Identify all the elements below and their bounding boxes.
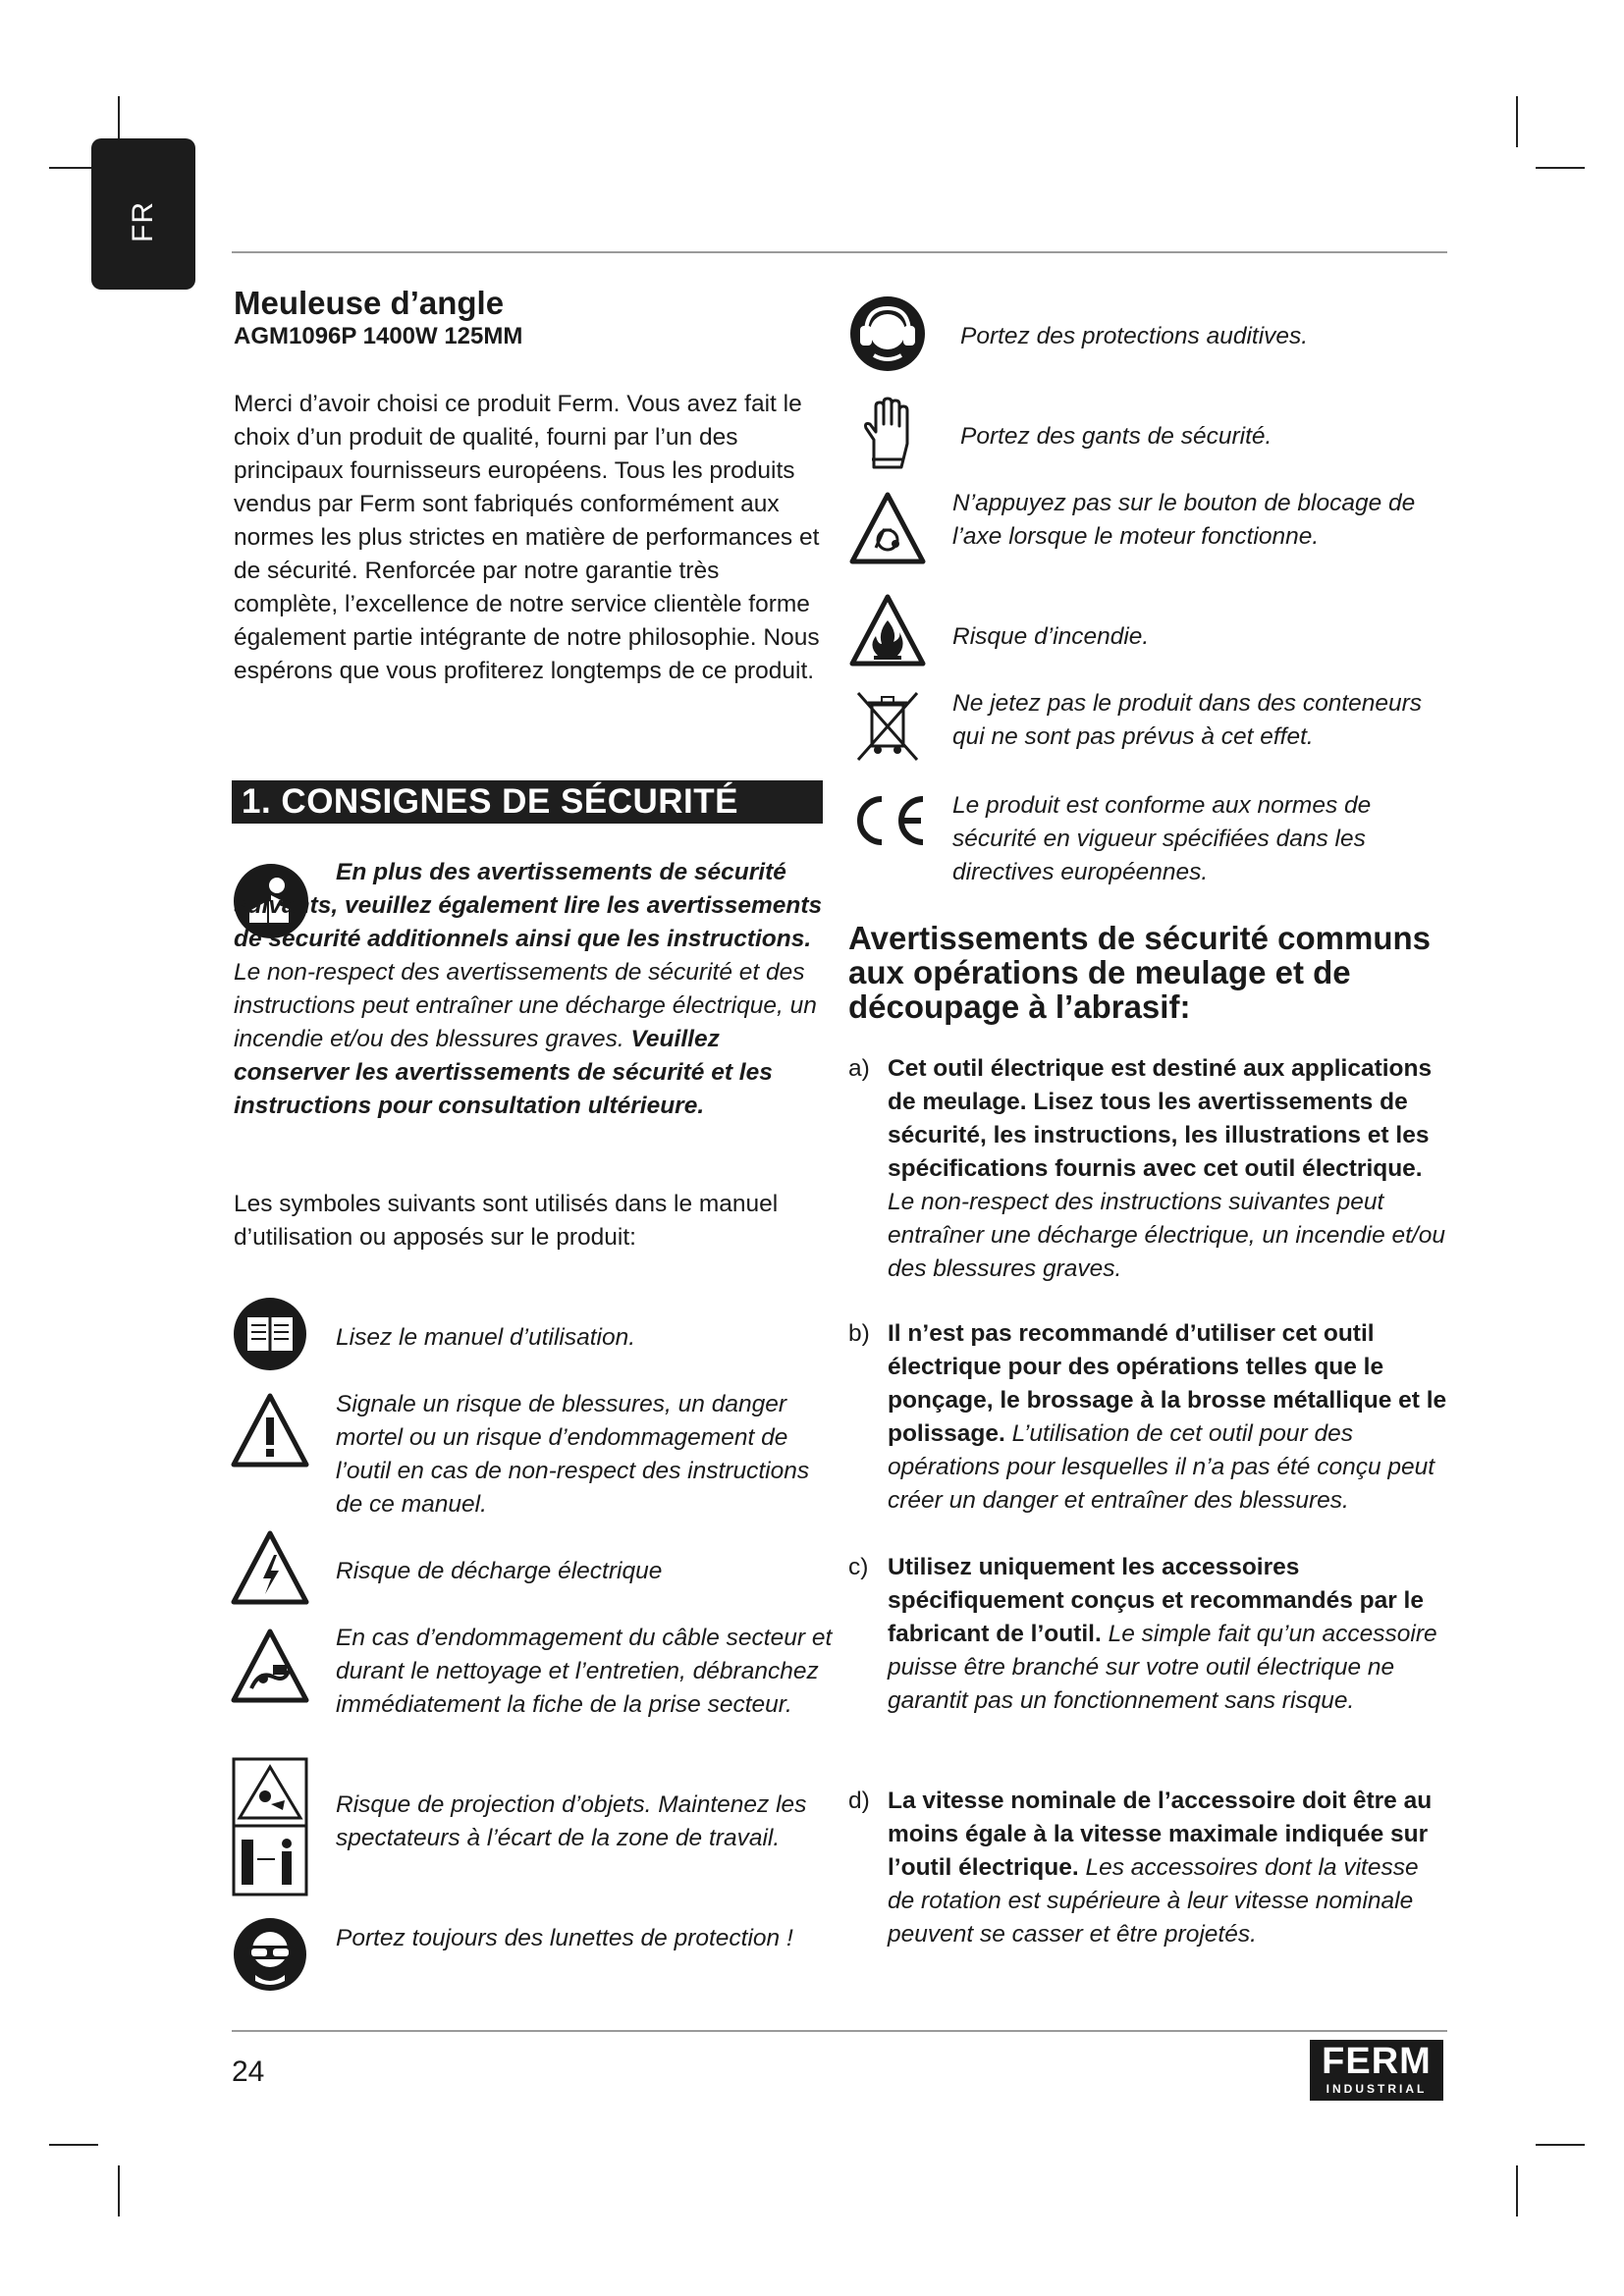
ferm-logo [1310,2040,1443,2101]
symbols-intro: Les symboles suivants sont utilisés dans le manuel d’utilisation ou apposés sur le produit: [234,1191,779,1251]
ear-protection-icon [848,294,927,373]
item-bold-text: La vitesse nominale de l’accessoire doit être au moins égale à la vitesse maximale indiquée sur l’outil électrique. [888,1788,1433,1881]
product-title: Meuleuse d’angle [234,285,505,321]
warning-bold-text-2: Veuillez conserver les avertissements de sécurité et les instructions pour consultation ultérieure. [234,1026,773,1119]
symbol-text-bin: Ne jetez pas le produit dans des conteneurs qui ne sont pas prévus à cet effet. [952,690,1423,750]
manual-book-icon [232,1296,308,1372]
item-letter: b) [848,1320,870,1347]
item-bold-text: Utilisez uniquement les accessoires spécifiquement conçus et recommandés par le fabricant de l’outil. [888,1554,1424,1647]
list-item [848,1785,1449,1951]
grinding-section-header [848,921,1447,1024]
footer-rule [232,2030,1447,2032]
crop-mark [118,2165,120,2216]
warning-triangle-icon [230,1392,310,1468]
additional-warning [234,856,827,1123]
logo-sub-text: INDUSTRIAL [1326,2082,1428,2096]
symbol-text-ce: Le produit est conforme aux normes de sécurité en vigueur spécifiées dans les directives européennes. [952,792,1372,885]
crossed-bin-icon [852,689,923,764]
crop-mark [49,2144,98,2146]
item-bold-text: Cet outil électrique est destiné aux applications de meulage. Lisez tous les avertissements de sécurité, les instructions, les illustrations et les spécifications fournis avec cet outil électrique. [888,1055,1433,1182]
ce-mark-icon [846,791,929,850]
symbol-text-cable: En cas d’endommagement du câble secteur et durant le nettoyage et l’entretien, débranchez immédiatement la fiche de la prise secteur. [336,1625,833,1718]
symbol-text-projection: Risque de projection d’objets. Maintenez les spectateurs à l’écart de la zone de travail. [336,1791,807,1851]
symbol-text-fire: Risque d’incendie. [952,623,1150,650]
crop-mark [1516,2165,1518,2216]
warning-italic-text: Le non-respect des avertissements de sécurité et des instructions peut entraîner une décharge électrique, un incendie et/ou des blessures graves. [234,959,817,1052]
header-rule [232,251,1447,253]
section-heading: 1. CONSIGNES DE SÉCURITÉ [232,780,823,824]
item-bold-text: Il n’est pas recommandé d’utiliser cet outil électrique pour des opérations telles que le ponçage, le brossage à la brosse métallique et le polissage. [888,1320,1447,1447]
list-item [848,1551,1449,1718]
symbol-text-ear: Portez des protections auditives. [960,323,1309,349]
list-item [848,1317,1449,1518]
spindle-lock-warning-icon [848,491,927,565]
logo-main-text: FERM [1322,2041,1432,2082]
product-header [234,285,827,351]
product-model: AGM1096P 1400W 125MM [234,323,523,349]
flying-objects-icon [232,1757,308,1896]
fire-risk-icon [848,593,927,667]
intro-paragraph: Merci d’avoir choisi ce produit Ferm. Vous avez fait le choix d’un produit de qualité, fourni par l’un des principaux fournisseurs européens. Tous les produits vendus par Ferm sont fabriqués conformément aux normes les plus strictes en matière de performances et de sécurité. Renforcée par notre garantie très complète, l’excellence de notre service clientèle forme également partie intégrante de notre philosophie. Nous espérons que vous profiterez longtemps de ce produit. [234,391,820,684]
item-italic-text: L’utilisation de cet outil pour des opérations pour lesquelles il n’a pas été conçu peut créer un danger et entraîner des blessures. [888,1420,1435,1514]
symbol-text-gloves: Portez des gants de sécurité. [960,423,1272,450]
language-tab-label: FR [127,201,159,242]
item-letter: c) [848,1554,869,1580]
intro-block [234,388,827,688]
page-number: 24 [232,2056,265,2088]
safety-gloves-icon [856,395,917,473]
cable-damage-icon [230,1628,310,1704]
list-item [848,1052,1449,1286]
item-italic-text: Le simple fait qu’un accessoire puisse être branché sur votre outil électrique ne garantit pas un fonctionnement sans risque. [888,1621,1437,1714]
symbol-text-warning: Signale un risque de blessures, un danger mortel ou un risque d’endommagement de l’outil en cas de non-respect des instructions de ce manuel. [336,1391,810,1518]
grinding-section-heading: Avertissements de sécurité communs aux opérations de meulage et de découpage à l’abrasif: [848,920,1432,1025]
crop-mark [1516,96,1518,147]
warning-bold-text: En plus des avertissements de sécurité suivants, veuillez également lire les avertissements de sécurité additionnels ainsi que les instructions. [234,859,823,952]
crop-mark [1536,2144,1585,2146]
symbol-text-shock: Risque de décharge électrique [336,1558,663,1584]
item-italic-text: Les accessoires dont la vitesse de rotation est supérieure à leur vitesse nominale peuvent se casser et être projetés. [888,1854,1419,1948]
item-italic-text: Le non-respect des instructions suivantes peut entraîner une décharge électrique, un incendie et/ou des blessures graves. [888,1189,1445,1282]
item-letter: d) [848,1788,870,1814]
crop-mark [1536,167,1585,169]
symbol-text-manual: Lisez le manuel d’utilisation. [336,1324,636,1351]
symbol-text-spindle: N’appuyez pas sur le bouton de blocage de l’axe lorsque le moteur fonctionne. [952,490,1416,550]
symbol-text-glasses: Portez toujours des lunettes de protection ! [336,1925,793,1951]
safety-glasses-icon [232,1916,308,1993]
item-letter: a) [848,1055,870,1082]
electric-shock-icon [230,1529,310,1606]
symbols-intro-block [234,1188,813,1255]
